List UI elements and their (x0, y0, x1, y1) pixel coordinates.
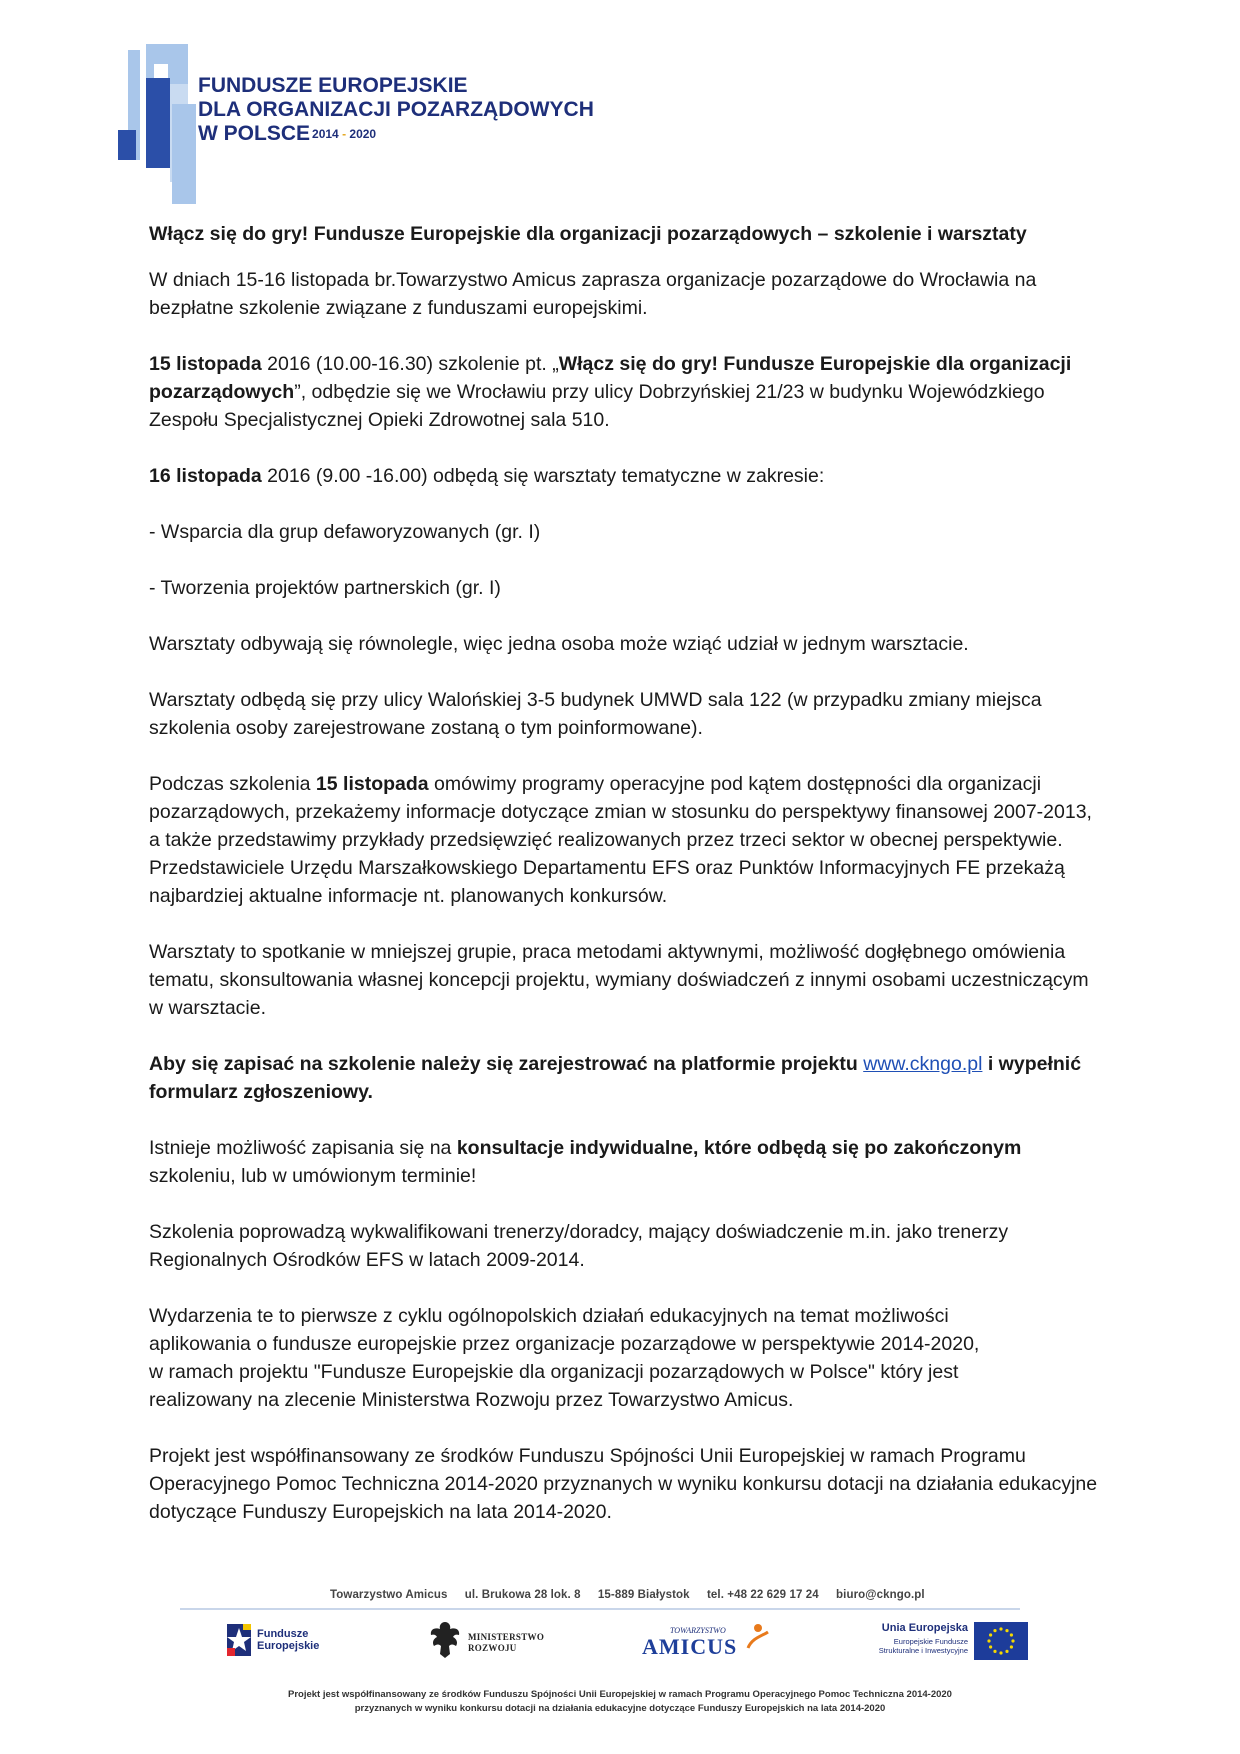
fundusze-europejskie-ngo-logo (118, 44, 638, 204)
unia-europejska-logo (868, 1618, 1028, 1668)
amicus-big-text: AMICUS (642, 1634, 738, 1659)
paragraph-training-day: 15 listopada 2016 (10.00-16.30) szkolenie pt. „Włącz się do gry! Fundusze Europejskie dla organizacji pozarządowych”, odbędzie się we Wrocławiu przy ulicy Dobrzyńskiej 21/23 w budynku Wojewódzkiego Zespołu Specjalistycznej Opieki Zdrowotnej sala 510. (149, 353, 1072, 431)
logo-line-1: FUNDUSZE EUROPEJSKIE (198, 74, 468, 97)
document-title: Włącz się do gry! Fundusze Europejskie dla organizacji pozarządowych – szkolenie i warsztaty (149, 223, 1027, 245)
eu-subtitle: Europejskie Fundusze Strukturalne i Inwestycyjne (878, 1637, 968, 1655)
footer-org: Towarzystwo Amicus (330, 1589, 448, 1601)
paragraph-workshop-desc: Warsztaty to spotkanie w mniejszej grupie, praca metodami aktywnymi, możliwość dogłębnego omówienia tematu, skonsultowania własnej koncepcji projektu, wymiany doświadczeń z innymi osobami uczestniczącym w warsztacie. (149, 941, 1089, 1019)
logo-year: 2014 - 2020 (312, 127, 377, 141)
ckngo-link[interactable]: www.ckngo.pl (863, 1053, 983, 1075)
paragraph-location: Warsztaty odbędą się przy ulicy Walońskiej 3-5 budynek UMWD sala 122 (w przypadku zmiany miejsca szkolenia osoby zarejestrowane zostaną o tym poinformowane). (149, 689, 1042, 739)
footer-address: ul. Brukowa 28 lok. 8 (464, 1589, 581, 1601)
footer-divider (180, 1608, 1020, 1610)
paragraph-intro: W dniach 15-16 listopada br.Towarzystwo Amicus zaprasza organizacje pozarządowe do Wrocławia na bezpłatne szkolenie związane z funduszami europejskimi. (149, 269, 1037, 319)
amicus-figure-icon (744, 1622, 770, 1652)
fundusze-europejskie-logo (225, 1618, 335, 1664)
paragraph-funding: Projekt jest współfinansowany ze środków Funduszu Spójności Unii Europejskiej w ramach Programu Operacyjnego Pomoc Techniczna 2014-2020 przyznanych w wyniku konkursu dotacji na działania edukacyjne dotyczące Funduszy Europejskich na lata 2014-2020. (149, 1445, 1098, 1523)
logo-text (198, 74, 594, 146)
list-item-workshop-1: - Wsparcia dla grup defaworyzowanych (gr. I) (149, 521, 541, 543)
document-body (149, 220, 1099, 1554)
list-item-workshop-2: - Tworzenia projektów partnerskich (gr. I) (149, 577, 501, 599)
ministerstwo-rozwoju-logo (428, 1618, 558, 1668)
fe-logo-text: Fundusze Europejskie (257, 1628, 320, 1652)
paragraph-parallel: Warsztaty odbywają się równolegle, więc jedna osoba może wziąć udział w jednym warsztacie. (149, 633, 969, 655)
footer-phone: tel. +48 22 629 17 24 (706, 1589, 819, 1601)
footer-city: 15-889 Białystok (597, 1589, 690, 1601)
logo-line-3: W POLSCE 2014 - 2020 (198, 122, 377, 145)
eu-flag-icon (974, 1622, 1028, 1660)
paragraph-trainers: Szkolenia poprowadzą wykwalifikowani trenerzy/doradcy, mający doświadczenie m.in. jako trenerzy Regionalnych Ośrodków EFS w latach 2009-2014. (149, 1221, 1009, 1271)
eu-title: Unia Europejska (881, 1622, 968, 1634)
paragraph-registration: Aby się zapisać na szkolenie należy się zarejestrować na platformie projektu www.ckngo.pl i wypełnić formularz zgłoszeniowy. (149, 1053, 1082, 1103)
ministry-text: MINISTERSTWO ROZWOJU (468, 1632, 545, 1653)
paragraph-program: Podczas szkolenia 15 listopada omówimy programy operacyjne pod kątem dostępności dla organizacji pozarządowych, przekażemy informacje dotyczące zmian w stosunku do perspektywy finansowej 2007-2013, a także przedstawimy przykłady przedsięwzięć realizowanych przez trzeci sektor w obecnej perspektywie. Przedstawiciele Urzędu Marszałkowskiego Departamentu EFS oraz Punktów Informacyjnych FE przekażą najbardziej aktualne informacje nt. planowanych konkursów. (149, 773, 1092, 907)
amicus-logo (640, 1618, 780, 1668)
amicus-small-text: TOWARZYSTWO (670, 1626, 726, 1635)
fe-star-icon (225, 1620, 255, 1660)
eagle-emblem-icon (428, 1618, 462, 1662)
paragraph-consultations: Istnieje możliwość zapisania się na konsultacje indywidualne, które odbędą się po zakończonym szkoleniu, lub w umówionym terminie! (149, 1137, 1022, 1187)
footer-funding-note: Projekt jest współfinansowany ze środków Funduszu Spójności Unii Europejskiej w ramach Programu Operacyjnego Pomoc Techniczna 2014-2020 przyznanych w wyniku konkursu dotacji na działania edukacyjne dotyczące Funduszy Europejskich na lata 2014-2020 (288, 1689, 952, 1714)
footer-email: biuro@ckngo.pl (836, 1589, 925, 1601)
paragraph-series: Wydarzenia te to pierwsze z cyklu ogólnopolskich działań edukacyjnych na temat możliwości aplikowania o fundusze europejskie przez organizacje pozarządowe w perspektywie 2014-2020, w ramach projektu "Fundusze Europejskie dla organizacji pozarządowych w Polsce" który jest realizowany na zlecenie Ministerstwa Rozwoju przez Towarzystwo Amicus. (149, 1305, 980, 1411)
logo-line-2: DLA ORGANIZACJI POZARZĄDOWYCH (198, 98, 594, 121)
footer-contact (330, 1589, 930, 1601)
paragraph-workshop-day: 16 listopada 2016 (9.00 -16.00) odbędą się warsztaty tematyczne w zakresie: (149, 465, 825, 487)
